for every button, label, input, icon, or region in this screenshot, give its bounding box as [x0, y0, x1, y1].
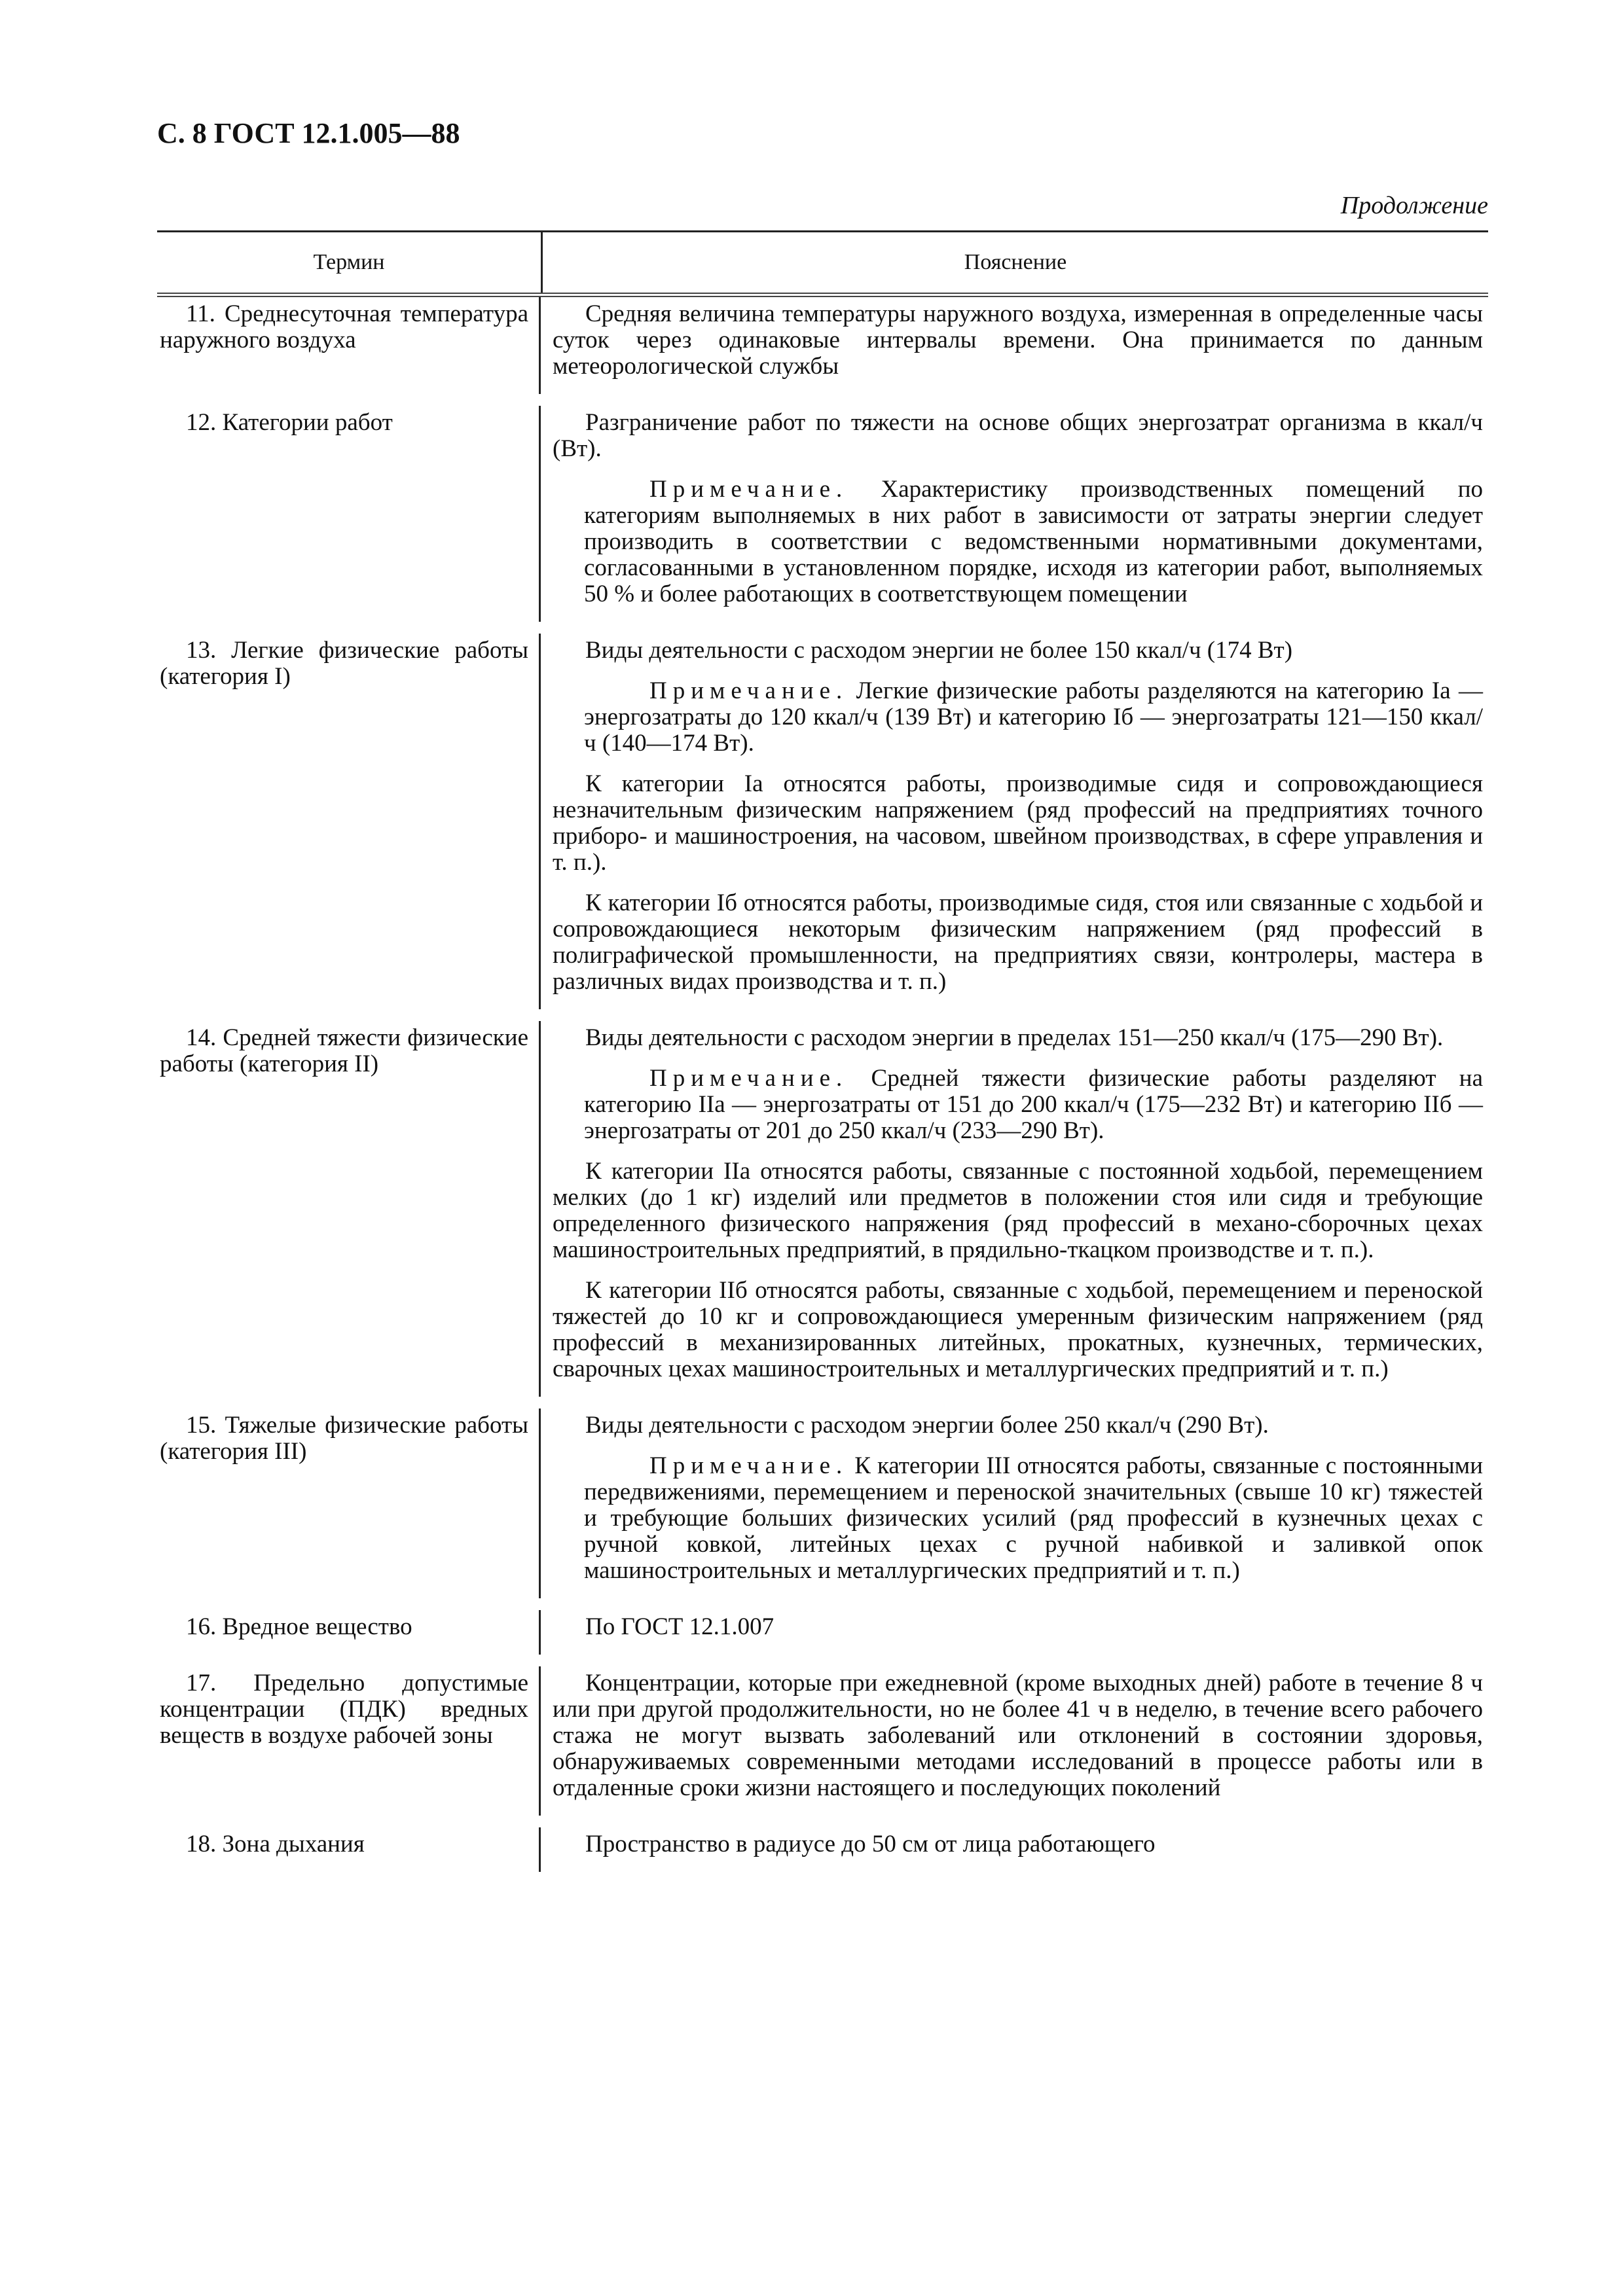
note-label: Примечание. — [649, 677, 848, 704]
explanation-paragraph: Виды деятельности с расходом энергии в пределах 151—250 ккал/ч (175—290 Вт). — [585, 1024, 1444, 1051]
term-cell — [157, 1610, 541, 1655]
term-cell — [157, 1666, 541, 1816]
term-text: 15. Тяжелые физические работы (категория III) — [160, 1412, 528, 1465]
term-cell — [157, 1408, 541, 1598]
explanation-paragraph: Средняя величина температуры наружного воздуха, измеренная в определенные часы суток через одинаковые интервалы времени. Она принимается по данным метеорологической службы — [553, 300, 1483, 380]
header-term: Термин — [157, 232, 543, 293]
explanation-paragraph: К категории IIа относятся работы, связанные с постоянной ходьбой, перемещением мелких (до 1 кг) изделий или предметов в положении стоя или сидя и требующие определенного физического напряжения (ряд профессий в механо-сборочных цехах машиностроительных предприятий, в прядильно-ткацком производстве и т. п.). — [553, 1158, 1483, 1263]
term-cell — [157, 1827, 541, 1872]
term-cell — [157, 297, 541, 394]
explanation-cell — [541, 1408, 1488, 1598]
term-text: 11. Среднесуточная температура наружного воздуха — [160, 300, 528, 353]
term-text: 13. Легкие физические работы (категория I) — [160, 637, 528, 690]
page-header: С. 8 ГОСТ 12.1.005—88 — [157, 117, 460, 149]
explanation-paragraph: К категории Iа относятся работы, производимые сидя и сопровождающиеся незначительным физическим напряжением (ряд профессий на предприятиях точного приборо- и машиностроения, на часовом, швейном производствах, в сфере управления и т. п.). — [553, 770, 1483, 876]
table-row — [157, 297, 1488, 394]
explanation-cell — [541, 1021, 1488, 1397]
explanation-cell — [541, 297, 1488, 394]
continuation-label: Продолжение — [1340, 192, 1488, 219]
table-header — [157, 230, 1488, 297]
term-text: 16. Вредное вещество — [186, 1613, 412, 1640]
explanation-cell — [541, 634, 1488, 1009]
explanation-paragraph: По ГОСТ 12.1.007 — [585, 1613, 775, 1640]
explanation-paragraph: К категории IIб относятся работы, связанные с ходьбой, перемещением и переноской тяжестей до 10 кг и сопровождающиеся умеренным физическим напряжением (ряд профессий в механизированных литейных, прокатных, кузнечных, термических, сварочных цехах машиностроительных и металлургических предприятий и т. п.) — [553, 1277, 1483, 1382]
table-row — [157, 1021, 1488, 1397]
explanation-cell — [541, 1666, 1488, 1816]
term-text: 18. Зона дыхания — [186, 1831, 365, 1857]
note-label: Примечание. — [649, 476, 848, 503]
explanation-cell — [541, 1610, 1488, 1655]
explanation-paragraph: Разграничение работ по тяжести на основе общих энергозатрат организма в ккал/ч (Вт). — [553, 409, 1483, 462]
term-text: 17. Предельно допустимые концентрации (ПДК) вредных веществ в воздухе рабочей зоны — [160, 1670, 528, 1749]
note-paragraph: Примечание. Характеристику производственных помещений по категориям выполняемых в них работ в зависимости от затраты энергии следует производить в соответствии с ведомственными нормативными документами, согласованными в установленном порядке, исходя из категории работ, выполняемых 50 % и более работающих в соответствующем помещении — [584, 476, 1483, 607]
table-row — [157, 634, 1488, 1009]
explanation-paragraph: Концентрации, которые при ежедневной (кроме выходных дней) работе в течение 8 ч или при другой продолжительности, но не более 41 ч в неделю, в течение всего рабочего стажа не могут вызвать заболеваний или отклонений в состоянии здоровья, обнаруживаемых современными методами исследований в процессе работы или в отдаленные сроки жизни настоящего и последующих поколений — [553, 1670, 1483, 1801]
table-row — [157, 1408, 1488, 1598]
term-cell — [157, 1021, 541, 1397]
note-paragraph: Примечание. Средней тяжести физические работы разделяют на категорию IIа — энергозатраты от 151 до 200 ккал/ч (175—232 Вт) и категорию IIб — энергозатраты от 201 до 250 ккал/ч (233—290 Вт). — [584, 1065, 1483, 1144]
table-row — [157, 1610, 1488, 1655]
explanation-paragraph: Пространство в радиусе до 50 см от лица работающего — [585, 1831, 1156, 1857]
term-cell — [157, 634, 541, 1009]
term-text: 14. Средней тяжести физические работы (категория II) — [160, 1024, 528, 1077]
explanation-cell — [541, 406, 1488, 622]
header-explanation: Пояснение — [964, 250, 1067, 274]
note-paragraph: Примечание. К категории III относятся работы, связанные с постоянными передвижениями, перемещением и переноской значительных (свыше 10 кг) тяжестей и требующие больших физических усилий (ряд профессий в кузнечных цехах с ручной ковкой, литейных цехах с ручной набивкой и заливкой опок машиностроительных и металлургических предприятий и т. п.) — [584, 1452, 1483, 1584]
note-label: Примечание. — [649, 1065, 848, 1092]
note-paragraph: Примечание. Легкие физические работы разделяются на категорию Iа — энергозатраты до 120 ккал/ч (139 Вт) и категорию Iб — энергозатраты 121—150 ккал/ч (140—174 Вт). — [584, 677, 1483, 757]
note-label: Примечание. — [649, 1452, 848, 1479]
table-row — [157, 1827, 1488, 1872]
table-body — [157, 297, 1488, 1872]
term-cell — [157, 406, 541, 622]
table-row — [157, 406, 1488, 622]
explanation-paragraph: Виды деятельности с расходом энергии не более 150 ккал/ч (174 Вт) — [585, 637, 1293, 664]
explanation-paragraph: Виды деятельности с расходом энергии более 250 ккал/ч (290 Вт). — [585, 1412, 1269, 1439]
explanation-cell — [541, 1827, 1488, 1872]
explanation-paragraph: К категории Iб относятся работы, производимые сидя, стоя или связанные с ходьбой и сопровождающиеся некоторым физическим напряжением (ряд профессий в полиграфической промышленности, на предприятиях связи, контролеры, мастера в различных видах производства и т. п.) — [553, 889, 1483, 995]
table-row — [157, 1666, 1488, 1816]
term-text: 12. Категории работ — [186, 409, 393, 436]
terms-table — [157, 230, 1488, 1872]
